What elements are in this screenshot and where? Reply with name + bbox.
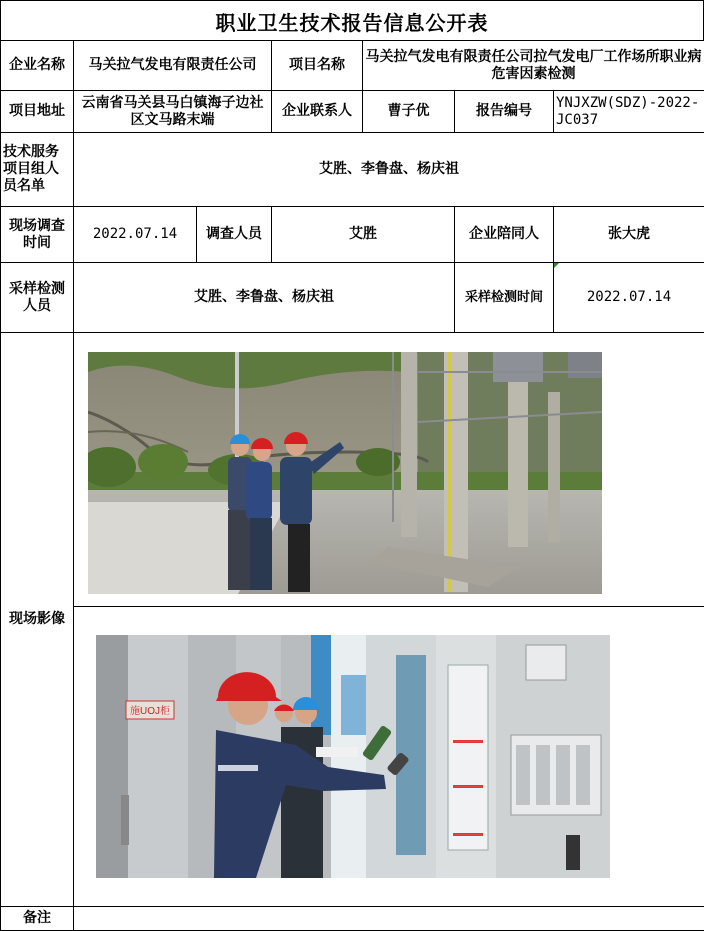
- label-sampling-staff: 采样检测人员: [1, 263, 74, 333]
- value-remarks: [74, 907, 704, 931]
- row-photo-2: [1, 607, 704, 907]
- corner-mark-green: [554, 263, 559, 268]
- value-report-number: YNJXZW(SDZ)-2022-JC037: [554, 91, 704, 133]
- row-photo-1: [1, 333, 704, 607]
- value-tech-service-team: 艾胜、李鲁盘、杨庆祖: [74, 133, 704, 207]
- row-team: [1, 133, 704, 207]
- photo-cell-1: [74, 333, 704, 607]
- row-remarks: [1, 907, 704, 931]
- row-survey: [1, 207, 704, 263]
- value-project-name: 马关拉气发电有限责任公司拉气发电厂工作场所职业病危害因素检测: [363, 41, 704, 91]
- label-remarks: 备注: [1, 907, 74, 931]
- label-report-number: 报告编号: [455, 91, 554, 133]
- label-company-contact: 企业联系人: [272, 91, 363, 133]
- value-company-contact: 曹子优: [363, 91, 455, 133]
- row-company: [1, 41, 704, 91]
- label-company-name: 企业名称: [1, 41, 74, 91]
- photo-cell-2: [74, 607, 704, 907]
- value-company-escort: 张大虎: [554, 207, 704, 263]
- outdoor-substation-photo: [88, 352, 602, 594]
- label-site-survey-time: 现场调查时间: [1, 207, 74, 263]
- value-sampling-time-text: 2022.07.14: [586, 289, 672, 305]
- label-sampling-time-text: 采样检测时间: [464, 290, 543, 305]
- value-site-survey-time: 2022.07.14: [74, 207, 197, 263]
- label-project-name: 项目名称: [272, 41, 363, 91]
- value-project-address: 云南省马关县马白镇海子边社区文马路末端: [74, 91, 272, 133]
- label-sampling-time: [455, 263, 554, 333]
- corner-mark: [548, 263, 553, 268]
- label-surveyor: 调查人员: [197, 207, 272, 263]
- label-site-images: 现场影像: [1, 333, 74, 907]
- info-table: [0, 40, 704, 931]
- value-sampling-time: [554, 263, 704, 333]
- label-company-escort: 企业陪同人: [455, 207, 554, 263]
- panel-tag: 施UOJ柜: [130, 706, 170, 717]
- row-address: [1, 91, 704, 133]
- value-surveyor: 艾胜: [272, 207, 455, 263]
- page-title: 职业卫生技术报告信息公开表: [0, 0, 704, 41]
- value-sampling-staff: 艾胜、李鲁盘、杨庆祖: [74, 263, 455, 333]
- label-tech-service-team: 技术服务项目组人员名单: [1, 133, 74, 207]
- label-project-address: 项目地址: [1, 91, 74, 133]
- value-company-name: 马关拉气发电有限责任公司: [74, 41, 272, 91]
- indoor-switchgear-photo: [96, 635, 610, 878]
- row-sampling: [1, 263, 704, 333]
